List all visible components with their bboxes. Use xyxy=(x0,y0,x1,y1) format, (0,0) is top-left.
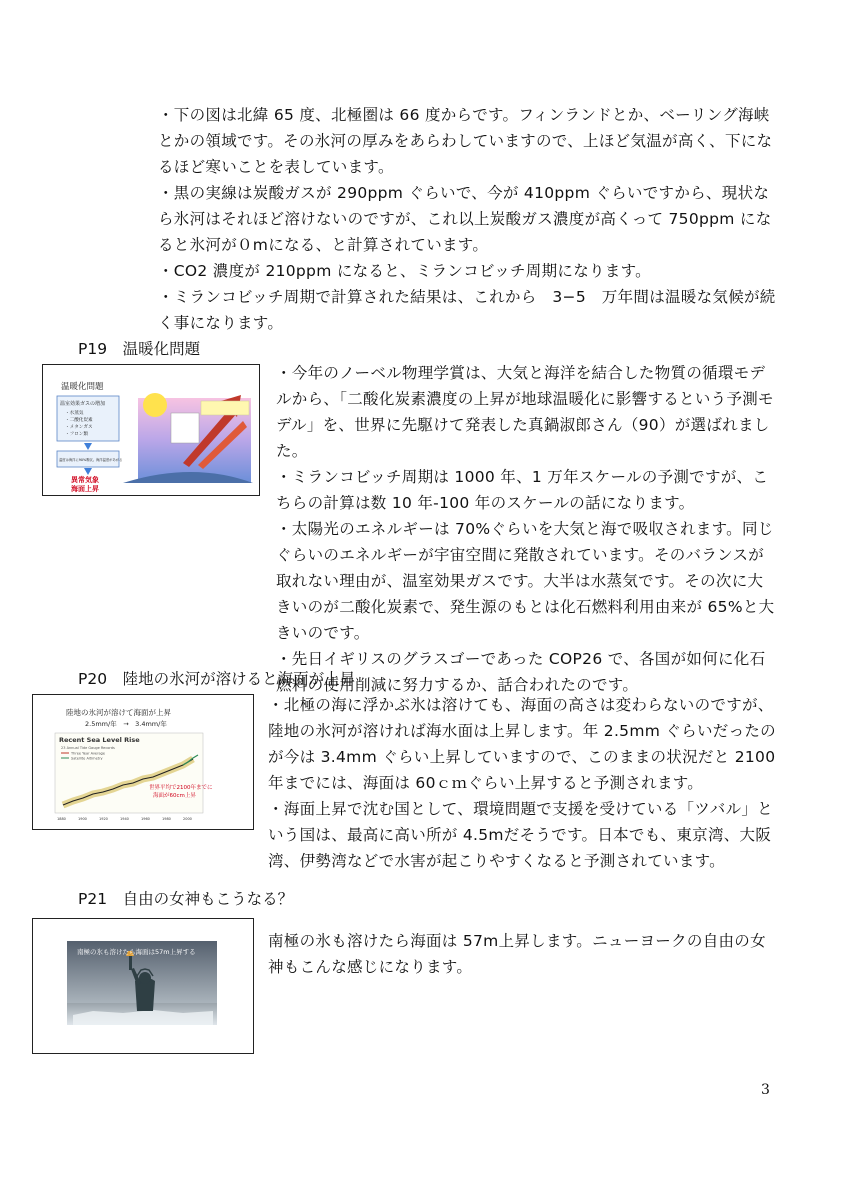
p20-rate: 2.5mm/年 → 3.4mm/年 xyxy=(85,720,167,728)
p19-text xyxy=(276,360,776,698)
sea-level-chart xyxy=(33,695,253,829)
p19-box-item-2: ・二酸化炭素 xyxy=(65,418,93,423)
p20-slide-image xyxy=(32,694,254,830)
p20-xtick: 1900 xyxy=(78,817,87,821)
p19-slide-title: 温暖化問題 xyxy=(61,382,104,392)
intro-paragraph-1: ・下の図は北緯 65 度、北極圏は 66 度からです。フィンランドとか、ベーリング海峡とかの領域です。その氷河の厚みをあらわしていますので、上ほど気温が高く、下になるほど寒いことを表しています。 xyxy=(158,106,773,176)
p20-paragraph-2: ・海面上昇で沈む国として、環境問題で支援を受けている「ツバル」という国は、最高に高い所が 4.5mだそうです。日本でも、東京湾、大阪湾、伊勢湾などで水害が起こりやすくなると予測されています。 xyxy=(268,800,773,870)
page-number: 3 xyxy=(761,1082,770,1098)
p20-red-label-1: 世界平均で2100年までに xyxy=(149,785,213,791)
p20-slide-title: 陸地の氷河が溶けて海面が上昇 xyxy=(66,708,171,717)
p19-box2-text: 温度は海洋に90%吸収。海洋温度があがる xyxy=(59,458,123,462)
p19-paragraph-4: ・先日イギリスのグラスゴーであった COP26 で、各国が如何に化石燃料の使用削減に努力するか、話合われたのです。 xyxy=(276,650,766,694)
p21-heading: P21 自由の女神もこうなる？ xyxy=(78,890,294,908)
intro-text xyxy=(158,102,776,336)
p20-legend-2: Satellite Altimetry xyxy=(71,756,103,761)
p20-xtick: 2000 xyxy=(183,817,192,821)
p20-chart-title: Recent Sea Level Rise xyxy=(59,736,140,744)
p20-legend-1: Three Year Average xyxy=(71,751,106,756)
p20-heading: P20 陸地の氷河が溶けると海面が上昇 xyxy=(78,670,356,688)
p21-text xyxy=(268,928,776,980)
p21-slide-image xyxy=(32,918,254,1054)
p20-red-label-2: 海面が60cm上昇 xyxy=(153,793,196,799)
intro-paragraph-2: ・黒の実線は炭酸ガスが 290ppm ぐらいで、今が 410ppm ぐらいですから、現状なら氷河はそれほど溶けないのですが、これ以上炭酸ガス濃度が高くって 750ppm になると氷河が０mになる、と計算されています。 xyxy=(158,184,772,254)
statue-photo xyxy=(33,919,253,1053)
p20-text xyxy=(268,692,776,874)
p19-red-label-2: 海面上昇 xyxy=(71,485,99,493)
greenhouse-diagram xyxy=(43,365,259,495)
p20-xtick: 1940 xyxy=(120,817,129,821)
p19-paragraph-2: ・ミランコビッチ周期は 1000 年、1 万年スケールの予測ですが、こちらの計算は数 10 年-100 年のスケールの話になります。 xyxy=(276,468,769,512)
p19-paragraph-3: ・太陽光のエネルギーは 70%ぐらいを大気と海で吸収されます。同じぐらいのエネルギーが宇宙空間に発散されています。そのバランスが取れない理由が、温室効果ガスです。大半は水蒸気です。その次に大きいのが二酸化炭素で、発生源のもとは化石燃料利用由来が 65%と大きいのです。 xyxy=(276,520,775,642)
p19-slide-image xyxy=(42,364,260,496)
p19-red-label-1: 異常気象 xyxy=(71,476,99,484)
p20-xtick: 1920 xyxy=(99,817,108,821)
p20-xtick: 1980 xyxy=(162,817,171,821)
p19-paragraph-1: ・今年のノーベル物理学賞は、大気と海洋を結合した物質の循環モデルから、「二酸化炭素濃度の上昇が地球温暖化に影響するという予測モデル」を、世界に先駆けて発表した真鍋淑郎さん（90）が選ばれました。 xyxy=(276,364,774,460)
p20-chart-sub: 23 Annual Tide Gauge Records xyxy=(61,746,115,750)
sun-icon xyxy=(143,393,167,417)
p19-box-item-1: ・水蒸気 xyxy=(65,411,84,416)
p20-paragraph-1: ・北極の海に浮かぶ氷は溶けても、海面の高さは変わらないのですが、陸地の氷河が溶ければ海水面は上昇します。年 2.5mm ぐらいだったのが今は 3.4mm ぐらい上昇していますので、このままの状況だと 2100 年までには、海面は 60ｃｍぐらい上昇すると予測されます。 xyxy=(268,696,776,792)
p19-box-heading: 温室効果ガスの増加 xyxy=(60,401,106,407)
p20-xtick: 1960 xyxy=(141,817,150,821)
intro-paragraph-4: ・ミランコビッチ周期で計算された結果は、これから 3−5 万年間は温暖な気候が続く事になります。 xyxy=(158,288,776,332)
p19-box-item-4: ・フロン類 xyxy=(65,432,88,437)
p19-box-item-3: ・メタンガス xyxy=(65,425,93,430)
p19-heading: P19 温暖化問題 xyxy=(78,340,201,358)
p21-image-caption: 南極の氷も溶けたら海面は57m上昇する xyxy=(77,948,196,956)
p20-xtick: 1880 xyxy=(57,817,66,821)
p21-paragraph-1: 南極の氷も溶けたら海面は 57m上昇します。ニューヨークの自由の女神もこんな感じになります。 xyxy=(268,932,766,976)
intro-paragraph-3: ・CO2 濃度が 210ppm になると、ミランコビッチ周期になります。 xyxy=(158,262,651,280)
